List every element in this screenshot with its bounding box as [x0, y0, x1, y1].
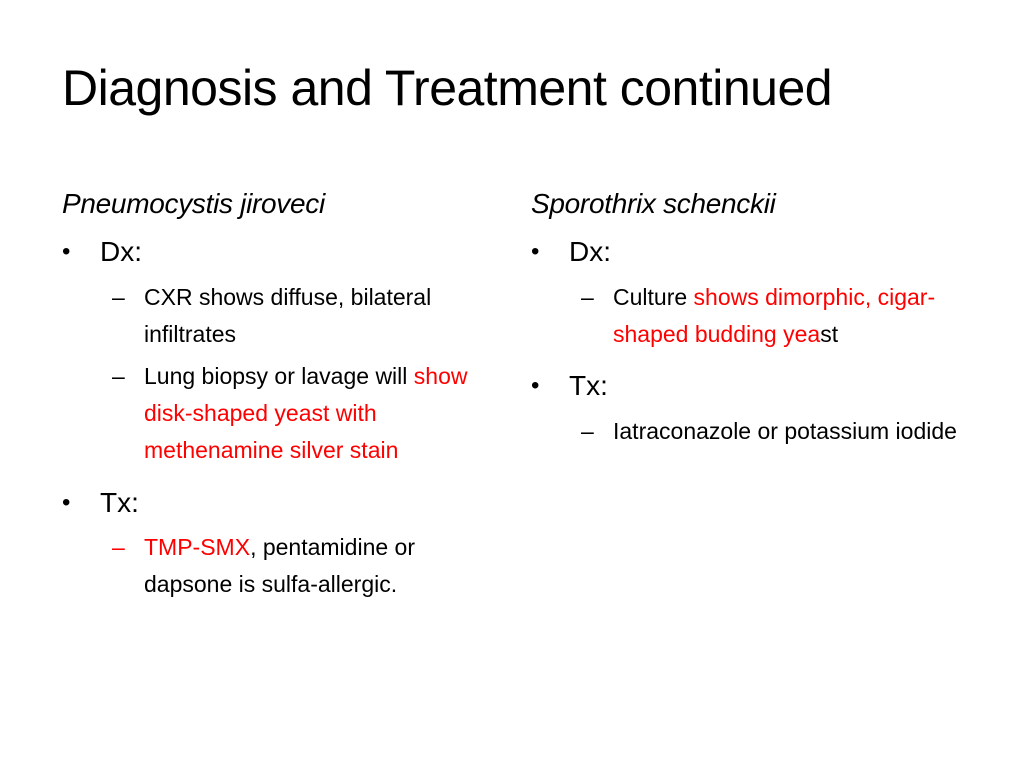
left-dx-item-2-plain: Lung biopsy or lavage will	[144, 363, 414, 390]
right-tx-bullet	[531, 368, 971, 404]
bullet-glyph: •	[62, 238, 71, 266]
right-column	[531, 186, 971, 456]
left-tx-label: Tx:	[100, 486, 139, 518]
left-dx-item-2-highlight: show disk-shaped yeast with methenamine silver stain	[144, 363, 468, 463]
left-dx-item-1	[112, 279, 502, 353]
right-dx-label: Dx:	[569, 236, 611, 268]
dash-glyph: –	[581, 283, 594, 310]
left-dx-item-2	[112, 358, 502, 468]
left-tx-item-1-plain: , pentamidine or dapsone is sulfa-allergic.	[144, 534, 415, 597]
left-dx-item-2-text	[144, 358, 502, 468]
dash-glyph: –	[112, 283, 125, 310]
left-tx-item-1-highlight: TMP-SMX	[144, 534, 251, 561]
left-dx-bullet	[62, 234, 502, 270]
spacer	[531, 358, 971, 368]
left-column	[62, 186, 502, 609]
right-tx-label: Tx:	[569, 370, 608, 402]
right-dx-bullet	[531, 234, 971, 270]
right-dx-item-1-tail: st	[820, 320, 839, 347]
bullet-glyph: •	[62, 488, 71, 516]
right-tx-item-1-text: Iatraconazole or potassium iodide	[613, 417, 957, 444]
right-dx-item-1-plain: Culture	[613, 283, 694, 310]
right-dx-item-1	[581, 279, 971, 353]
bullet-glyph: •	[531, 238, 540, 266]
bullet-glyph: •	[531, 372, 540, 400]
left-dx-item-1-text: CXR shows diffuse, bilateral infiltrates	[144, 283, 432, 347]
left-tx-item-1	[112, 529, 502, 603]
left-tx-item-1-text	[144, 529, 502, 603]
slide-title: Diagnosis and Treatment continued	[62, 60, 833, 116]
right-tx-item-1	[581, 413, 971, 450]
right-column-heading: Sporothrix schenckii	[531, 188, 776, 219]
dash-glyph: –	[112, 534, 125, 561]
dash-glyph: –	[581, 417, 594, 444]
right-dx-item-1-text	[613, 279, 971, 353]
dash-glyph: –	[112, 363, 125, 390]
left-column-heading: Pneumocystis jiroveci	[62, 188, 325, 219]
left-dx-label: Dx:	[100, 236, 142, 268]
spacer	[62, 475, 502, 485]
left-tx-bullet	[62, 485, 502, 521]
right-dx-item-1-highlight: shows dimorphic, cigar-shaped budding yea	[613, 283, 936, 347]
